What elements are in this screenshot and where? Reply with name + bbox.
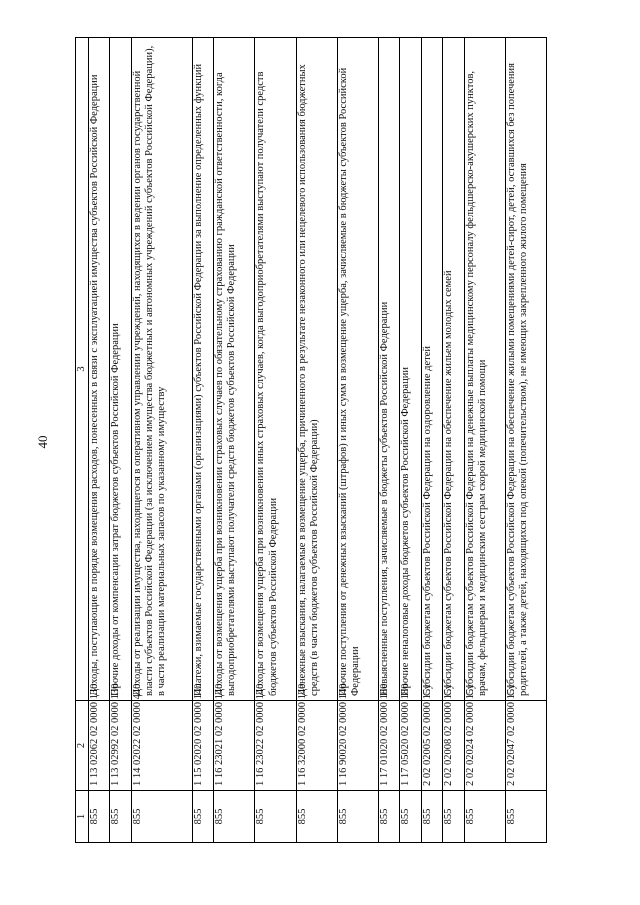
- budget-code-cell: 1 13 02062 02 0000 130: [89, 701, 110, 791]
- revenue-name-cell: Доходы от возмещения ущерба при возникновении иных страховых случаев, когда выгодоприобретателями выступают получатели средств бюджетов субъектов Российской Федерации: [255, 38, 296, 701]
- budget-code-cell: 1 15 02020 02 0000 140: [192, 701, 213, 791]
- column-header: 2: [76, 701, 89, 791]
- admin-code-cell: 855: [400, 791, 421, 843]
- table-row: [296, 38, 337, 843]
- revenue-name-cell: Прочие доходы от компенсации затрат бюджетов субъектов Российской Федерации: [110, 38, 131, 701]
- budget-code-cell: 1 16 32000 02 0000 140: [296, 701, 337, 791]
- table-body: [89, 38, 547, 843]
- table-row: [378, 38, 399, 843]
- admin-code-cell: 855: [421, 791, 442, 843]
- revenue-name-cell: Субсидии бюджетам субъектов Российской Федерации на обеспечение жилыми помещениями детей-сирот, детей, оставшихся без попечения родителей, а также детей, находящихся под опекой (попечительством), не имеющих закрепленного жилого помещения: [505, 38, 546, 701]
- revenue-name-cell: Прочие поступления от денежных взысканий (штрафов) и иных сумм в возмещение ущерба, зачисляемые в бюджеты субъектов Российской Федерации: [337, 38, 378, 701]
- revenue-name-cell: Невыясненные поступления, зачисляемые в бюджеты субъектов Российской Федерации: [378, 38, 399, 701]
- revenue-name-cell: Доходы от возмещения ущерба при возникновении страховых случаев по обязательному страхованию гражданской ответственности, когда выгодоприобретателями выступают получатели средств бюджетов субъектов Российской Федерации: [214, 38, 255, 701]
- table-row: [421, 38, 442, 843]
- budget-code-cell: 1 16 23021 02 0000 140: [214, 701, 255, 791]
- table-row: [110, 38, 131, 843]
- admin-code-cell: 855: [131, 791, 192, 843]
- revenue-codes-table: [75, 37, 547, 843]
- revenue-name-cell: Доходы от реализации имущества, находящегося в оперативном управлении учреждений, находящихся в ведении органов государственной власти субъектов Российской Федерации (за исключением имущества бюджетных и автономных учреждений субъектов Российской Федерации), в части реализации материальных запасов по указанному имуществу: [131, 38, 192, 701]
- budget-code-cell: 2 02 02008 02 0000 151: [443, 701, 464, 791]
- column-header: 3: [76, 38, 89, 701]
- revenue-name-cell: Прочие неналоговые доходы бюджетов субъектов Российской Федерации: [400, 38, 421, 701]
- budget-code-cell: 1 16 23022 02 0000 140: [255, 701, 296, 791]
- admin-code-cell: 855: [378, 791, 399, 843]
- table-row: [192, 38, 213, 843]
- table-row: [464, 38, 505, 843]
- admin-code-cell: 855: [505, 791, 546, 843]
- column-header: 1: [76, 791, 89, 843]
- table-row: [89, 38, 110, 843]
- revenue-name-cell: Субсидии бюджетам субъектов Российской Федерации на денежные выплаты медицинскому персоналу фельдшерско-акушерских пунктов, врачам, фельдшерам и медицинским сестрам скорой медицинской помощи: [464, 38, 505, 701]
- budget-code-cell: 1 16 90020 02 0000 140: [337, 701, 378, 791]
- revenue-name-cell: Денежные взыскания, налагаемые в возмещение ущерба, причиненного в результате незаконного или нецелевого использования бюджетных средств (в части бюджетов субъектов Российской Федерации): [296, 38, 337, 701]
- table-header-row: [76, 38, 89, 843]
- budget-code-cell: 2 02 02047 02 0000 151: [505, 701, 546, 791]
- budget-code-cell: 1 13 02992 02 0000 130: [110, 701, 131, 791]
- page-number: 40: [35, 435, 50, 449]
- admin-code-cell: 855: [192, 791, 213, 843]
- table-row: [505, 38, 546, 843]
- admin-code-cell: 855: [214, 791, 255, 843]
- table-row: [131, 38, 192, 843]
- admin-code-cell: 855: [443, 791, 464, 843]
- table-row: [443, 38, 464, 843]
- admin-code-cell: 855: [89, 791, 110, 843]
- table-row: [255, 38, 296, 843]
- budget-code-cell: 1 17 05020 02 0000 180: [400, 701, 421, 791]
- revenue-codes-table-container: [75, 38, 547, 843]
- admin-code-cell: 855: [110, 791, 131, 843]
- budget-code-cell: 2 02 02024 02 0000 151: [464, 701, 505, 791]
- table-row: [400, 38, 421, 843]
- budget-code-cell: 1 17 01020 02 0000 180: [378, 701, 399, 791]
- budget-code-cell: 1 14 02022 02 0000 440: [131, 701, 192, 791]
- table-row: [214, 38, 255, 843]
- table-row: [337, 38, 378, 843]
- revenue-name-cell: Платежи, взимаемые государственными органами (организациями) субъектов Российской Федерации за выполнение определенных функций: [192, 38, 213, 701]
- admin-code-cell: 855: [337, 791, 378, 843]
- revenue-name-cell: Субсидии бюджетам субъектов Российской Федерации на обеспечение жильем молодых семей: [443, 38, 464, 701]
- admin-code-cell: 855: [464, 791, 505, 843]
- admin-code-cell: 855: [255, 791, 296, 843]
- admin-code-cell: 855: [296, 791, 337, 843]
- revenue-name-cell: Субсидии бюджетам субъектов Российской Федерации на оздоровление детей: [421, 38, 442, 701]
- revenue-name-cell: Доходы, поступающие в порядке возмещения расходов, понесенных в связи с эксплуатацией имущества субъектов Российской Федерации: [89, 38, 110, 701]
- budget-code-cell: 2 02 02005 02 0000 151: [421, 701, 442, 791]
